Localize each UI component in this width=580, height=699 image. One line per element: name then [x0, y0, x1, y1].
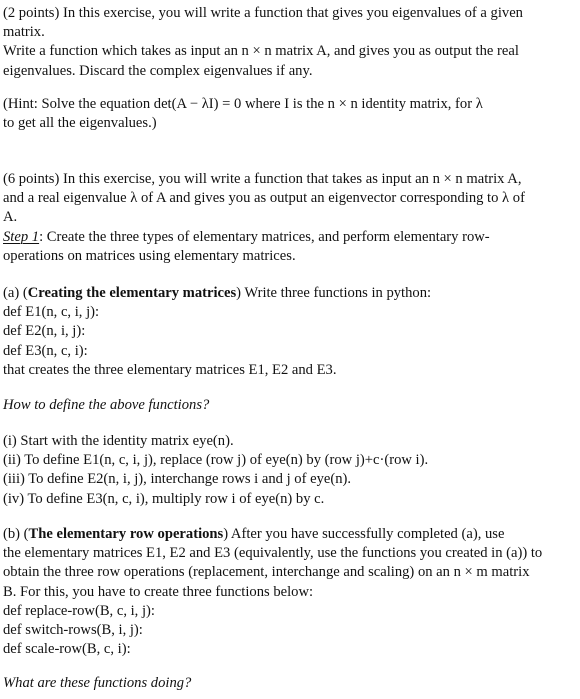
hint-line-2: to get all the eigenvalues.)	[3, 115, 157, 132]
part-b-title: The elementary row operations	[28, 526, 224, 542]
step-ii: (ii) To define E1(n, c, i, j), replace (row j) of eye(n) by (row j)+c·(row i).	[3, 452, 429, 469]
part-a-heading	[3, 284, 577, 303]
exercise-2-line-1: (6 points) In this exercise, you will write a function that takes as input an n × n matrix A,	[3, 171, 522, 187]
exercise-1-line-3: Write a function which takes as input an n × n matrix A, and gives you as output the real	[3, 43, 519, 60]
exercise-1-line-4: eigenvalues. Discard the complex eigenvalues if any.	[3, 62, 313, 79]
part-b-line-4: B. For this, you have to create three functions below:	[3, 583, 314, 600]
part-a	[3, 284, 577, 380]
part-b-question: What are these functions doing?	[3, 675, 192, 691]
part-a-closing: that creates the three elementary matrices E1, E2 and E3.	[3, 361, 337, 378]
step-1-text: : Create the three types of elementary matrices, and perform elementary row-	[39, 228, 490, 245]
step-1-line-1	[3, 228, 577, 247]
step-iv: (iv) To define E3(n, c, i), multiply row i of eye(n) by c.	[3, 490, 325, 507]
hint-line-1: (Hint: Solve the equation det(A − λI) = 0 where I is the n × n identity matrix, for λ	[3, 96, 483, 112]
part-a-steps	[3, 432, 577, 509]
exercise-1-statement	[3, 4, 577, 81]
part-a-title: Creating the elementary matrices	[27, 285, 237, 301]
exercise-1-line-2: matrix.	[3, 24, 45, 41]
part-b-def-scale-row: def scale-row(B, c, i):	[3, 641, 131, 658]
part-b-line-3: obtain the three row operations (replacement, interchange and scaling) on an n × m matrix	[3, 564, 530, 581]
part-b-def-replace-row: def replace-row(B, c, i, j):	[3, 602, 155, 619]
part-b-heading	[3, 525, 577, 544]
exercise-1-line-1: (2 points) In this exercise, you will write a function that gives you eigenvalues of a given	[3, 5, 523, 21]
step-iii: (iii) To define E2(n, i, j), interchange rows i and j of eye(n).	[3, 471, 352, 488]
exercise-2-line-2: and a real eigenvalue λ of A and gives you as output an eigenvector corresponding to λ of	[3, 190, 525, 207]
part-a-def-e1: def E1(n, c, i, j):	[3, 304, 100, 321]
part-a-def-e2: def E2(n, i, j):	[3, 323, 86, 340]
part-b-line-2: the elementary matrices E1, E2 and E3 (equivalently, use the functions you created in (a)) to	[3, 545, 543, 562]
part-a-howto: How to define the above functions?	[3, 397, 210, 413]
step-1-label: Step 1	[3, 228, 40, 245]
part-b-def-switch-rows: def switch-rows(B, i, j):	[3, 622, 143, 639]
exercise-2-line-3: A.	[3, 209, 18, 226]
step-1-line-2: operations on matrices using elementary matrices.	[3, 247, 296, 264]
exercise-1-hint	[3, 95, 577, 133]
part-b	[3, 525, 577, 659]
part-a-intro: ) Write three functions in python:	[236, 285, 432, 301]
step-i: (i) Start with the identity matrix eye(n).	[3, 433, 234, 449]
part-b-line-1-rest: ) After you have successfully completed (a), use	[223, 526, 505, 542]
exercise-2-statement	[3, 170, 577, 266]
part-a-prefix: (a) (	[3, 285, 28, 301]
part-a-def-e3: def E3(n, c, i):	[3, 342, 88, 359]
part-b-prefix: (b) (	[3, 526, 29, 542]
